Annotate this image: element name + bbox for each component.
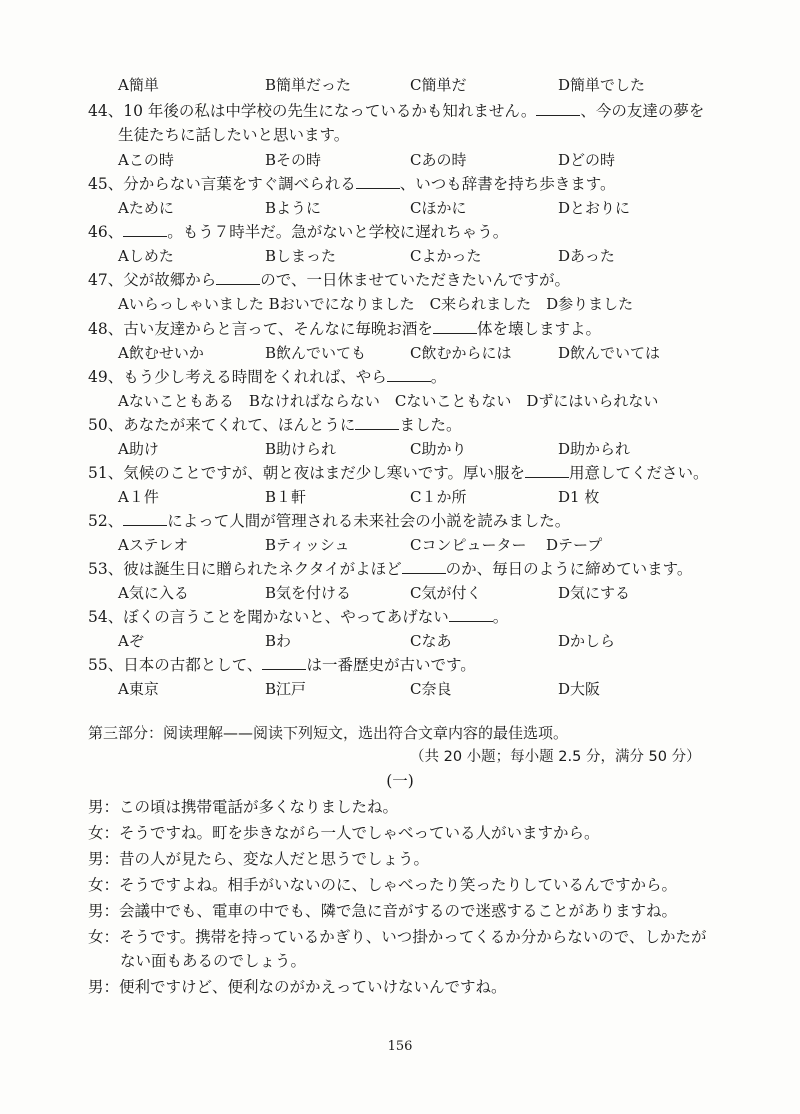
q43-option-b: B簡単だった (265, 76, 352, 94)
q47-blank (216, 270, 260, 285)
dialogue-speaker: 男： (88, 978, 120, 996)
q54-option-b: Bわ (265, 632, 292, 650)
q46-option-a: Aしめた (118, 247, 174, 265)
q45-text-post: 、いつも辞書を持ち歩きます。 (399, 175, 616, 193)
q54-option-d: Dかしら (558, 632, 616, 650)
q52-options (118, 534, 758, 556)
q55-stem (88, 654, 476, 676)
q49-stem (88, 366, 446, 388)
q53-text-pre: 彼は誕生日に贈られたネクタイがよほど (123, 560, 402, 578)
q46-options (118, 245, 758, 267)
q50-options (118, 438, 758, 460)
q50-text-pre: あなたが来てくれて、ほんとうに (123, 416, 356, 434)
q55-option-a: A東京 (118, 680, 159, 698)
q49-text-pre: もう少し考える時間をくれれば、やら (123, 368, 387, 386)
q45-option-c: Cほかに (410, 199, 467, 217)
q54-text-pre: ぼくの言うことを聞かないと、やってあげない (123, 608, 449, 626)
q47-text-post: ので、一日休ませていただきたいんですが。 (260, 271, 570, 289)
q53-blank (402, 559, 446, 574)
dialogue-line-7 (88, 976, 507, 998)
dialogue-text: そうです。携帯を持っているかぎり、いつ掛かってくるか分からないので、しかたが (119, 928, 707, 946)
dialogue-line-5 (88, 900, 677, 922)
q49-number: 49、 (88, 368, 124, 386)
q43-option-d: D簡単でした (558, 76, 646, 94)
dialogue-text: 便利ですけど、便利なのがかえっていけないんですね。 (119, 978, 507, 996)
q45-text-pre: 分からない言葉をすぐ調べられる (123, 175, 356, 193)
q53-text-post: のか、毎日のように締めています。 (445, 560, 693, 578)
q48-options (118, 342, 758, 364)
q46-option-d: Dあった (558, 247, 615, 265)
q53-number: 53、 (88, 560, 124, 578)
q46-option-c: Cよかった (410, 247, 482, 265)
q52-option-b: Bティッシュ (265, 536, 350, 554)
q48-text-pre: 古い友達からと言って、そんなに毎晩お酒を (123, 320, 433, 338)
q50-option-a: A助け (118, 440, 159, 458)
q48-option-a: A飲むせいか (118, 344, 204, 362)
q49-blank (387, 367, 431, 382)
q45-option-b: Bように (265, 199, 322, 217)
q46-stem (88, 221, 508, 243)
q51-option-b: B１軒 (265, 488, 307, 506)
q44-options (118, 149, 758, 171)
dialogue-speaker: 女： (88, 824, 120, 842)
q50-text-post: ました。 (399, 416, 462, 434)
q44-stem-cont: 生徒たちに話したいと思います。 (118, 126, 350, 144)
dialogue-speaker: 男： (88, 798, 120, 816)
q52-option-d: Dテープ (546, 536, 603, 554)
q47-stem (88, 269, 570, 291)
page-number: 156 (387, 1039, 413, 1054)
dialogue-line-3 (88, 848, 429, 870)
dialogue-text: 会議中でも、電車の中でも、隣で急に音がするので迷惑することがありますね。 (119, 902, 678, 920)
q52-number: 52、 (88, 512, 124, 530)
q46-blank (123, 222, 167, 237)
q46-option-b: Bしまった (265, 247, 337, 265)
q50-option-d: D助かられ (558, 440, 631, 458)
q51-blank (525, 463, 569, 478)
q54-number: 54、 (88, 608, 124, 626)
passage-number: (一) (386, 772, 414, 790)
q52-stem (88, 510, 570, 532)
q53-stem (88, 558, 692, 580)
q44-option-d: Dどの時 (558, 151, 616, 169)
q48-number: 48、 (88, 320, 124, 338)
q51-number: 51、 (88, 464, 124, 482)
q44-stem (88, 100, 704, 122)
q53-option-a: A気に入る (118, 584, 189, 602)
dialogue-line-1 (88, 796, 398, 818)
dialogue-speaker: 男： (88, 850, 120, 868)
q55-options (118, 678, 758, 700)
q48-option-b: B飲んでいても (265, 344, 367, 362)
q43-option-c: C簡単だ (410, 76, 467, 94)
q50-blank (355, 415, 399, 430)
section3-heading: 第三部分：阅读理解——阅读下列短文，选出符合文章内容的最佳选项。 (88, 724, 569, 742)
q53-option-c: C気が付く (410, 584, 482, 602)
q52-blank (123, 511, 167, 526)
q52-option-a: Aステレオ (118, 536, 189, 554)
q50-number: 50、 (88, 416, 124, 434)
dialogue-line-6-cont: ない面もあるのでしょう。 (120, 952, 307, 970)
section3-subheading: （共 20 小题；每小题 2.5 分，满分 50 分） (410, 749, 701, 765)
q51-text-post: 用意してください。 (569, 464, 709, 482)
q49-options: Aないこともある Bなければならない Cないこともない Dずにはいられない (118, 392, 659, 410)
q45-stem (88, 173, 616, 195)
q55-text-post: は一番歴史が古いです。 (306, 656, 476, 674)
dialogue-text: そうですね。町を歩きながら一人でしゃべっている人がいますから。 (119, 824, 600, 842)
q47-number: 47、 (88, 271, 124, 289)
q44-text-pre: 10 年後の私は中学校の先生になっているかも知れません。 (123, 102, 537, 120)
q50-option-b: B助けられ (265, 440, 337, 458)
dialogue-text: そうですよね。相手がいないのに、しゃべったり笑ったりしているんですから。 (119, 876, 678, 894)
dialogue-text: この頃は携帯電話が多くなりましたね。 (119, 798, 399, 816)
q53-options (118, 582, 758, 604)
q44-text-post: 、今の友達の夢を (580, 102, 705, 120)
q46-text-post: 。もう７時半だ。急がないと学校に遅れちゃう。 (167, 223, 509, 241)
dialogue-line-4 (88, 874, 677, 896)
q54-option-a: Aぞ (118, 632, 144, 650)
q48-blank (433, 319, 477, 334)
q45-option-a: Aために (118, 199, 174, 217)
q55-option-c: C奈良 (410, 680, 452, 698)
q55-option-d: D大阪 (558, 680, 601, 698)
q51-option-a: A１件 (118, 488, 159, 506)
q48-stem (88, 318, 601, 340)
q55-number: 55、 (88, 656, 124, 674)
q45-blank (356, 174, 400, 189)
q47-options: Aいらっしゃいました Bおいでになりました C来られました D参りました (118, 295, 634, 313)
q51-stem (88, 462, 709, 484)
q48-text-post: 体を壊しますよ。 (476, 320, 601, 338)
q54-option-c: Cなあ (410, 632, 452, 650)
q51-options (118, 486, 758, 508)
q52-text-post: によって人間が管理される未来社会の小説を読みました。 (167, 512, 571, 530)
q43-option-a: A簡単 (118, 76, 159, 94)
q50-stem (88, 414, 461, 436)
q44-option-a: Aこの時 (118, 151, 174, 169)
q54-text-post: 。 (492, 608, 509, 626)
q55-text-pre: 日本の古都として、 (123, 656, 263, 674)
q46-number: 46、 (88, 223, 124, 241)
q49-text-post: 。 (430, 368, 447, 386)
q44-option-c: Cあの時 (410, 151, 467, 169)
q51-option-d: D1 枚 (558, 488, 600, 506)
q55-option-b: B江戸 (265, 680, 307, 698)
q44-option-b: Bその時 (265, 151, 322, 169)
dialogue-speaker: 女： (88, 876, 120, 894)
q52-option-c: Cコンピューター (410, 536, 527, 554)
q45-number: 45、 (88, 175, 124, 193)
q54-blank (449, 607, 493, 622)
q54-options (118, 630, 758, 652)
q45-option-d: Dとおりに (558, 199, 631, 217)
q54-stem (88, 606, 508, 628)
q44-blank (536, 101, 580, 116)
q47-text-pre: 父が故郷から (123, 271, 217, 289)
dialogue-line-6 (88, 926, 706, 948)
q51-option-c: C１か所 (410, 488, 467, 506)
q48-option-d: D飲んでいては (558, 344, 661, 362)
q55-blank (262, 655, 306, 670)
q43-options (118, 74, 758, 96)
q51-text-pre: 気候のことですが、朝と夜はまだ少し寒いです。厚い服を (123, 464, 525, 482)
q45-options (118, 197, 758, 219)
dialogue-speaker: 女： (88, 928, 120, 946)
q53-option-d: D気にする (558, 584, 631, 602)
dialogue-text: 昔の人が見たら、変な人だと思うでしょう。 (119, 850, 430, 868)
dialogue-speaker: 男： (88, 902, 120, 920)
q53-option-b: B気を付ける (265, 584, 352, 602)
q44-number: 44、 (88, 102, 124, 120)
dialogue-line-2 (88, 822, 600, 844)
q50-option-c: C助かり (410, 440, 467, 458)
q48-option-c: C飲むからには (410, 344, 512, 362)
